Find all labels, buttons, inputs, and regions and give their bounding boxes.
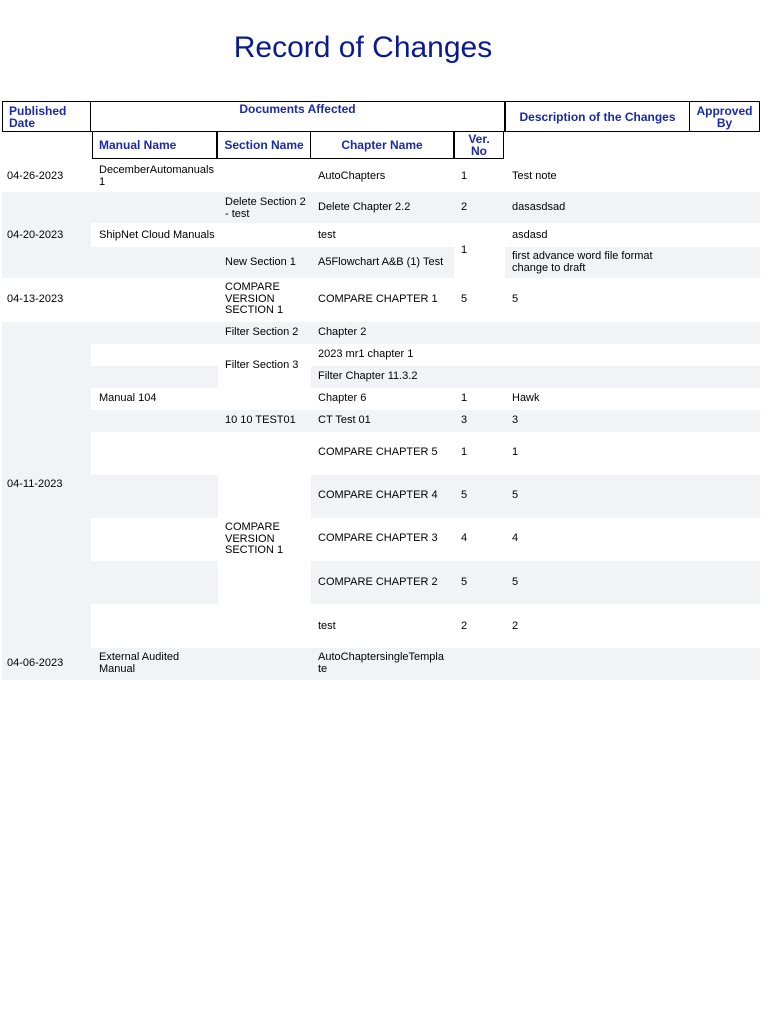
header-ver-no bbox=[454, 131, 504, 159]
section-name-cell: 10 10 TEST01 bbox=[225, 414, 296, 426]
header-description bbox=[505, 101, 690, 132]
chapter-name-cell: AutoChaptersingleTemplate bbox=[318, 651, 444, 675]
header-section-name-label: Section Name bbox=[224, 138, 304, 152]
version-cell: 2 bbox=[461, 620, 468, 632]
description-cell: Test note bbox=[512, 170, 557, 182]
description-cell: 4 bbox=[512, 532, 519, 544]
version-cell: 1 bbox=[461, 170, 468, 182]
chapter-name-cell: 2023 mr1 chapter 1 bbox=[318, 348, 414, 360]
chapter-name-cell: test bbox=[318, 229, 336, 241]
version-cell: 2 bbox=[461, 201, 468, 213]
chapter-name-cell: COMPARE CHAPTER 5 bbox=[318, 446, 438, 458]
description-cell: 1 bbox=[512, 446, 519, 458]
header-documents-affected-label: Documents Affected bbox=[239, 102, 356, 116]
header-manual-name-label: Manual Name bbox=[99, 138, 177, 152]
date-cell: 04-13-2023 bbox=[7, 293, 64, 305]
section-name-cell: COMPARE VERSION SECTION 1 bbox=[225, 281, 284, 316]
version-cell: 1 bbox=[461, 244, 468, 256]
chapter-name-cell: CT Test 01 bbox=[318, 414, 371, 426]
date-cell: 04-26-2023 bbox=[7, 170, 64, 182]
row-band bbox=[2, 410, 760, 432]
chapter-name-cell: Filter Chapter 11.3.2 bbox=[318, 370, 418, 382]
row-band bbox=[2, 604, 760, 648]
description-cell: 5 bbox=[512, 489, 519, 501]
header-documents-affected bbox=[90, 101, 505, 132]
header-manual-name bbox=[92, 131, 217, 159]
version-cell: 5 bbox=[461, 576, 468, 588]
chapter-name-cell: Chapter 6 bbox=[318, 392, 367, 404]
section-name-cell: Filter Section 3 bbox=[225, 359, 299, 371]
header-section-name bbox=[217, 131, 311, 159]
section-name-cell: New Section 1 bbox=[225, 256, 296, 268]
description-cell: Hawk bbox=[512, 392, 540, 404]
chapter-name-cell: A5Flowchart A&B (1) Test bbox=[318, 256, 444, 268]
header-approved-by bbox=[689, 101, 760, 132]
description-cell: 5 bbox=[512, 293, 519, 305]
chapter-name-cell: COMPARE CHAPTER 4 bbox=[318, 489, 438, 501]
header-approved-by-label: Approved By bbox=[696, 103, 753, 130]
header-ver-no-label: Ver. No bbox=[468, 132, 490, 158]
description-cell: 3 bbox=[512, 414, 519, 426]
header-chapter-name-label: Chapter Name bbox=[341, 138, 423, 152]
manual-name-cell: DecemberAutomanuals 1 bbox=[99, 164, 214, 188]
description-cell: first advance word file format change to draft bbox=[512, 250, 653, 274]
header-description-label: Description of the Changes bbox=[519, 109, 676, 124]
manual-name-cell: ShipNet Cloud Manuals bbox=[99, 229, 215, 241]
page-title: Record of Changes bbox=[233, 31, 493, 64]
header-chapter-name bbox=[310, 131, 454, 159]
section-name-cell: Delete Section 2 - test bbox=[225, 196, 306, 220]
row-band bbox=[2, 322, 760, 344]
chapter-name-cell: COMPARE CHAPTER 2 bbox=[318, 576, 438, 588]
version-cell: 4 bbox=[461, 532, 468, 544]
version-cell: 5 bbox=[461, 293, 468, 305]
chapter-name-cell: COMPARE CHAPTER 3 bbox=[318, 532, 438, 544]
header-published-date bbox=[2, 101, 91, 132]
version-cell: 1 bbox=[461, 392, 468, 404]
date-cell: 04-20-2023 bbox=[7, 229, 64, 241]
section-name-cell: COMPARE VERSION SECTION 1 bbox=[225, 521, 284, 556]
version-cell: 1 bbox=[461, 446, 468, 458]
section-name-cell: Filter Section 2 bbox=[225, 326, 299, 338]
chapter-name-cell: AutoChapters bbox=[318, 170, 386, 182]
chapter-name-cell: Delete Chapter 2.2 bbox=[318, 201, 411, 213]
description-cell: dasasdsad bbox=[512, 201, 566, 213]
description-cell: 2 bbox=[512, 620, 519, 632]
header-published-date-label: Published Date bbox=[9, 103, 67, 130]
chapter-name-cell: test bbox=[318, 620, 336, 632]
manual-name-cell: Manual 104 bbox=[99, 392, 157, 404]
description-cell: 5 bbox=[512, 576, 519, 588]
version-cell: 3 bbox=[461, 414, 468, 426]
chapter-name-cell: Chapter 2 bbox=[318, 326, 367, 338]
manual-name-cell: External Audited Manual bbox=[99, 651, 180, 675]
version-cell: 5 bbox=[461, 489, 468, 501]
date-cell: 04-11-2023 bbox=[7, 478, 63, 490]
date-cell: 04-06-2023 bbox=[7, 657, 64, 669]
description-cell: asdasd bbox=[512, 229, 548, 241]
chapter-name-cell: COMPARE CHAPTER 1 bbox=[318, 293, 438, 305]
